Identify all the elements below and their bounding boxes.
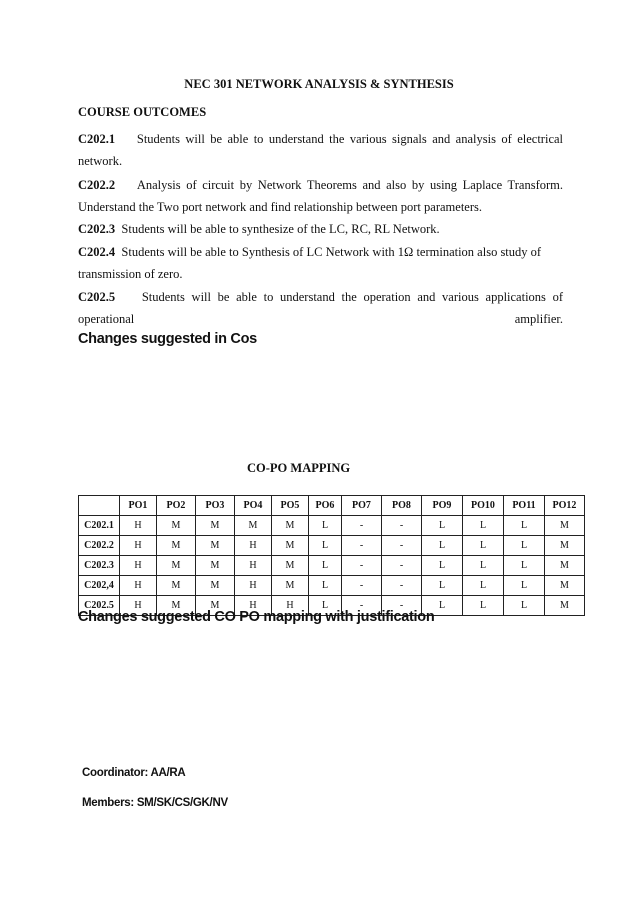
- outcome-text: Students will be able to understand the operation and various applications of operational amplifier.: [78, 290, 564, 326]
- header-corner-cell: [79, 496, 120, 516]
- table-cell: L: [504, 516, 545, 536]
- column-header: PO5: [272, 496, 309, 516]
- table-cell: H: [272, 596, 309, 616]
- column-header: PO2: [157, 496, 196, 516]
- row-header-cell: C202.1: [79, 516, 120, 536]
- table-cell: L: [463, 556, 504, 576]
- table-cell: -: [342, 556, 382, 576]
- table-cell: H: [235, 536, 272, 556]
- table-cell: L: [309, 556, 342, 576]
- row-header-cell: C202.2: [79, 536, 120, 556]
- outcome-code: C202.2: [78, 178, 116, 192]
- table-cell: M: [157, 536, 196, 556]
- table-cell: H: [120, 556, 157, 576]
- mapping-title: CO-PO MAPPING: [247, 461, 351, 475]
- column-header: PO4: [235, 496, 272, 516]
- table-cell: -: [382, 536, 422, 556]
- table-row: [79, 576, 585, 596]
- table-cell: L: [463, 536, 504, 556]
- outcome-text: Students will be able to synthesize of the LC, RC, RL Network.: [121, 222, 440, 236]
- table-cell: M: [272, 576, 309, 596]
- table-cell: M: [157, 576, 196, 596]
- table-cell: L: [463, 596, 504, 616]
- table-cell: L: [422, 576, 463, 596]
- table-cell: M: [196, 516, 235, 536]
- table-cell: L: [309, 596, 342, 616]
- table-cell: -: [342, 516, 382, 536]
- table-cell: H: [120, 536, 157, 556]
- table-cell: H: [120, 576, 157, 596]
- cos-changes-heading: Changes suggested in Cos: [78, 331, 257, 347]
- table-cell: M: [196, 556, 235, 576]
- table-cell: -: [382, 516, 422, 536]
- table-cell: -: [342, 596, 382, 616]
- column-header: PO11: [504, 496, 545, 516]
- table-row: [79, 536, 585, 556]
- table-cell: M: [196, 536, 235, 556]
- table-cell: L: [504, 596, 545, 616]
- outcome-code: C202.3: [78, 222, 116, 236]
- table-cell: L: [309, 576, 342, 596]
- table-cell: L: [422, 596, 463, 616]
- table-cell: -: [342, 536, 382, 556]
- table-cell: -: [382, 576, 422, 596]
- table-cell: H: [235, 576, 272, 596]
- table-cell: L: [504, 536, 545, 556]
- outcome-text: Analysis of circuit by Network Theorems and also by using Laplace Transform. Understand the Two port network and find relationship between port parameters.: [78, 178, 563, 214]
- column-header: PO8: [382, 496, 422, 516]
- table-cell: M: [157, 556, 196, 576]
- outcome-text: Students will be able to Synthesis of LC Network with 1Ω termination also study of transmission of zero.: [78, 245, 542, 281]
- table-row: [79, 556, 585, 576]
- table-cell: M: [545, 516, 585, 536]
- column-header: PO6: [309, 496, 342, 516]
- table-cell: M: [545, 596, 585, 616]
- outcome-code: C202.5: [78, 290, 116, 304]
- course-outcomes-heading: COURSE OUTCOMES: [78, 105, 207, 119]
- table-header-row: [79, 496, 585, 516]
- table-cell: L: [422, 556, 463, 576]
- column-header: PO12: [545, 496, 585, 516]
- table-cell: H: [235, 596, 272, 616]
- table-cell: L: [309, 516, 342, 536]
- column-header: PO1: [120, 496, 157, 516]
- outcome-c202-2: [78, 174, 563, 218]
- document-title: NEC 301 NETWORK ANALYSIS & SYNTHESIS: [184, 77, 454, 91]
- outcome-c202-4: [78, 241, 563, 285]
- table-cell: L: [309, 536, 342, 556]
- outcome-code: C202.1: [78, 132, 116, 146]
- table-cell: L: [422, 536, 463, 556]
- table-cell: M: [196, 596, 235, 616]
- co-po-mapping-table: [78, 495, 585, 616]
- column-header: PO9: [422, 496, 463, 516]
- outcome-c202-1: [78, 128, 563, 172]
- table-cell: M: [545, 556, 585, 576]
- column-header: PO7: [342, 496, 382, 516]
- table-cell: M: [235, 516, 272, 536]
- table-cell: M: [157, 516, 196, 536]
- table-cell: L: [504, 576, 545, 596]
- row-header-cell: C202.5: [79, 596, 120, 616]
- column-header: PO3: [196, 496, 235, 516]
- outcome-c202-5: [78, 286, 563, 330]
- table-cell: M: [272, 556, 309, 576]
- row-header-cell: C202.3: [79, 556, 120, 576]
- outcome-text: Students will be able to understand the various signals and analysis of electrical network.: [78, 132, 564, 168]
- table-cell: L: [504, 556, 545, 576]
- table-cell: H: [235, 556, 272, 576]
- table-cell: -: [382, 596, 422, 616]
- table-cell: M: [272, 516, 309, 536]
- members-line: Members: SM/SK/CS/GK/NV: [82, 797, 228, 809]
- table-cell: -: [382, 556, 422, 576]
- table-cell: H: [120, 596, 157, 616]
- outcome-c202-3: [78, 218, 563, 240]
- copo-changes-heading: Changes suggested CO PO mapping with justification: [78, 609, 435, 625]
- table-cell: M: [196, 576, 235, 596]
- table-cell: M: [545, 536, 585, 556]
- table-cell: L: [463, 576, 504, 596]
- table-cell: M: [272, 536, 309, 556]
- table-cell: M: [157, 596, 196, 616]
- outcome-code: C202.4: [78, 245, 116, 259]
- table-cell: L: [463, 516, 504, 536]
- table-cell: M: [545, 576, 585, 596]
- table-cell: -: [342, 576, 382, 596]
- coordinator-line: Coordinator: AA/RA: [82, 767, 186, 779]
- row-header-cell: C202,4: [79, 576, 120, 596]
- table-cell: H: [120, 516, 157, 536]
- table-cell: L: [422, 516, 463, 536]
- column-header: PO10: [463, 496, 504, 516]
- table-row: [79, 516, 585, 536]
